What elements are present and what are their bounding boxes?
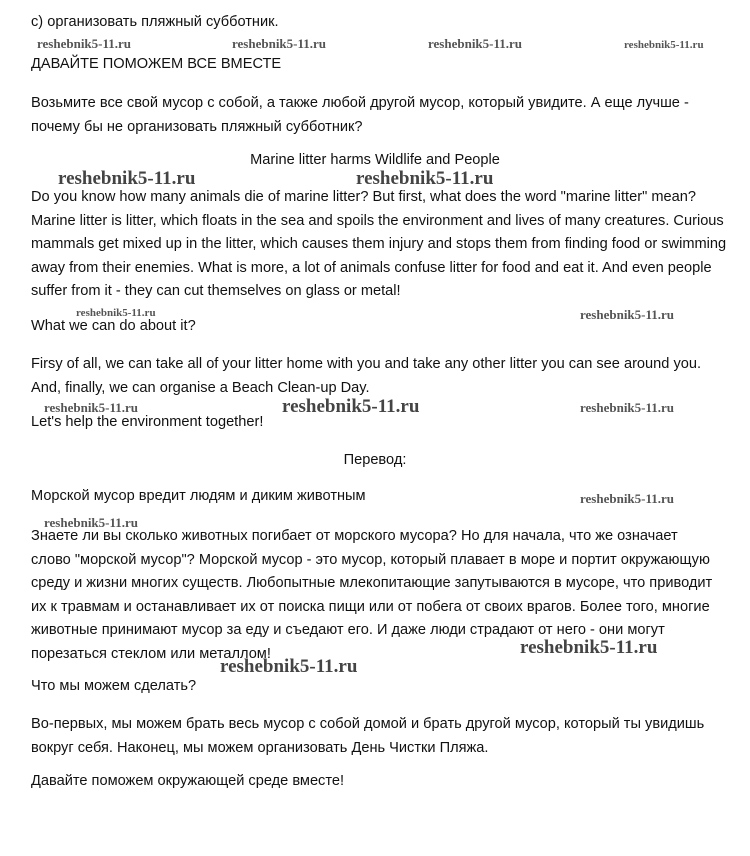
paragraph-2-en: Firsy of all, we can take all of your litter home with you and take any other litter you can see around you. And, finally, we can organise a Beach Clean-up Day. bbox=[31, 356, 702, 396]
closing-en: Let's help the environment together! bbox=[31, 414, 264, 430]
article-title-ru: Морской мусор вредит людям и диким животным bbox=[31, 488, 366, 504]
paragraph-1-ru: Знаете ли вы сколько животных погибает от морского мусора? Но для начала, что же означает слово "морской мусор"? Морской мусор - это мусор, который плавает в море и портит окружающую среду и жизни многих существ. Любопытные млекопитающие запутываются в мусоре, что приводит их к травмам и останавливает их от поиска пищи или от побега от своих врагов. Более того, многие животные принимают мусор за еду и съедают его. И даже люди страдают от него - они могут порезаться стеклом или металлом! bbox=[31, 528, 713, 662]
watermark: reshebnik5-11.ru bbox=[428, 36, 523, 51]
watermark: reshebnik5-11.ru bbox=[232, 36, 327, 51]
watermark: reshebnik5-11.ru bbox=[282, 396, 420, 417]
watermark: reshebnik5-11.ru bbox=[580, 307, 675, 322]
heading-ru: ДАВАЙТЕ ПОМОЖЕМ ВСЕ ВМЕСТЕ bbox=[31, 56, 282, 72]
closing-ru: Давайте поможем окружающей среде вместе! bbox=[31, 773, 345, 789]
watermark: reshebnik5-11.ru bbox=[220, 656, 358, 677]
paragraph-1-en: Do you know how many animals die of marine litter? But first, what does the word "marine litter" mean? Marine litter is litter, which floats in the sea and spoils the environment and lives of many creatures. Curious mammals get mixed up in the litter, which causes them injury and stops them from finding food or swimming away from their enemies. What is more, a lot of animals confuse litter for food and eat it. And even people suffer from it - they can cut themselves on glass or metal! bbox=[31, 189, 727, 300]
article-title-en: Marine litter harms Wildlife and People bbox=[250, 152, 500, 168]
watermark: reshebnik5-11.ru bbox=[58, 168, 196, 189]
watermark: reshebnik5-11.ru bbox=[76, 307, 156, 319]
watermark: reshebnik5-11.ru bbox=[44, 515, 139, 530]
intro-ru: Возьмите все свой мусор с собой, а также любой другой мусор, который увидите. А еще лучше - почему бы не организовать пляжный субботник? bbox=[31, 95, 689, 135]
watermark: reshebnik5-11.ru bbox=[520, 637, 658, 658]
paragraph-2-ru: Во-первых, мы можем брать весь мусор с собой домой и брать другой мусор, который ты увидишь вокруг себя. Наконец, мы можем организовать День Чистки Пляжа. bbox=[31, 716, 705, 756]
watermark: reshebnik5-11.ru bbox=[356, 168, 494, 189]
watermark: reshebnik5-11.ru bbox=[580, 400, 675, 415]
watermark: reshebnik5-11.ru bbox=[624, 39, 704, 51]
translation-label: Перевод: bbox=[343, 452, 407, 468]
question-ru: Что мы можем сделать? bbox=[31, 678, 197, 694]
watermark: reshebnik5-11.ru bbox=[37, 36, 132, 51]
watermark: reshebnik5-11.ru bbox=[44, 400, 139, 415]
watermark: reshebnik5-11.ru bbox=[580, 491, 675, 506]
question-en: What we can do about it? bbox=[31, 318, 196, 334]
task-item-c: с) организовать пляжный субботник. bbox=[31, 14, 279, 30]
